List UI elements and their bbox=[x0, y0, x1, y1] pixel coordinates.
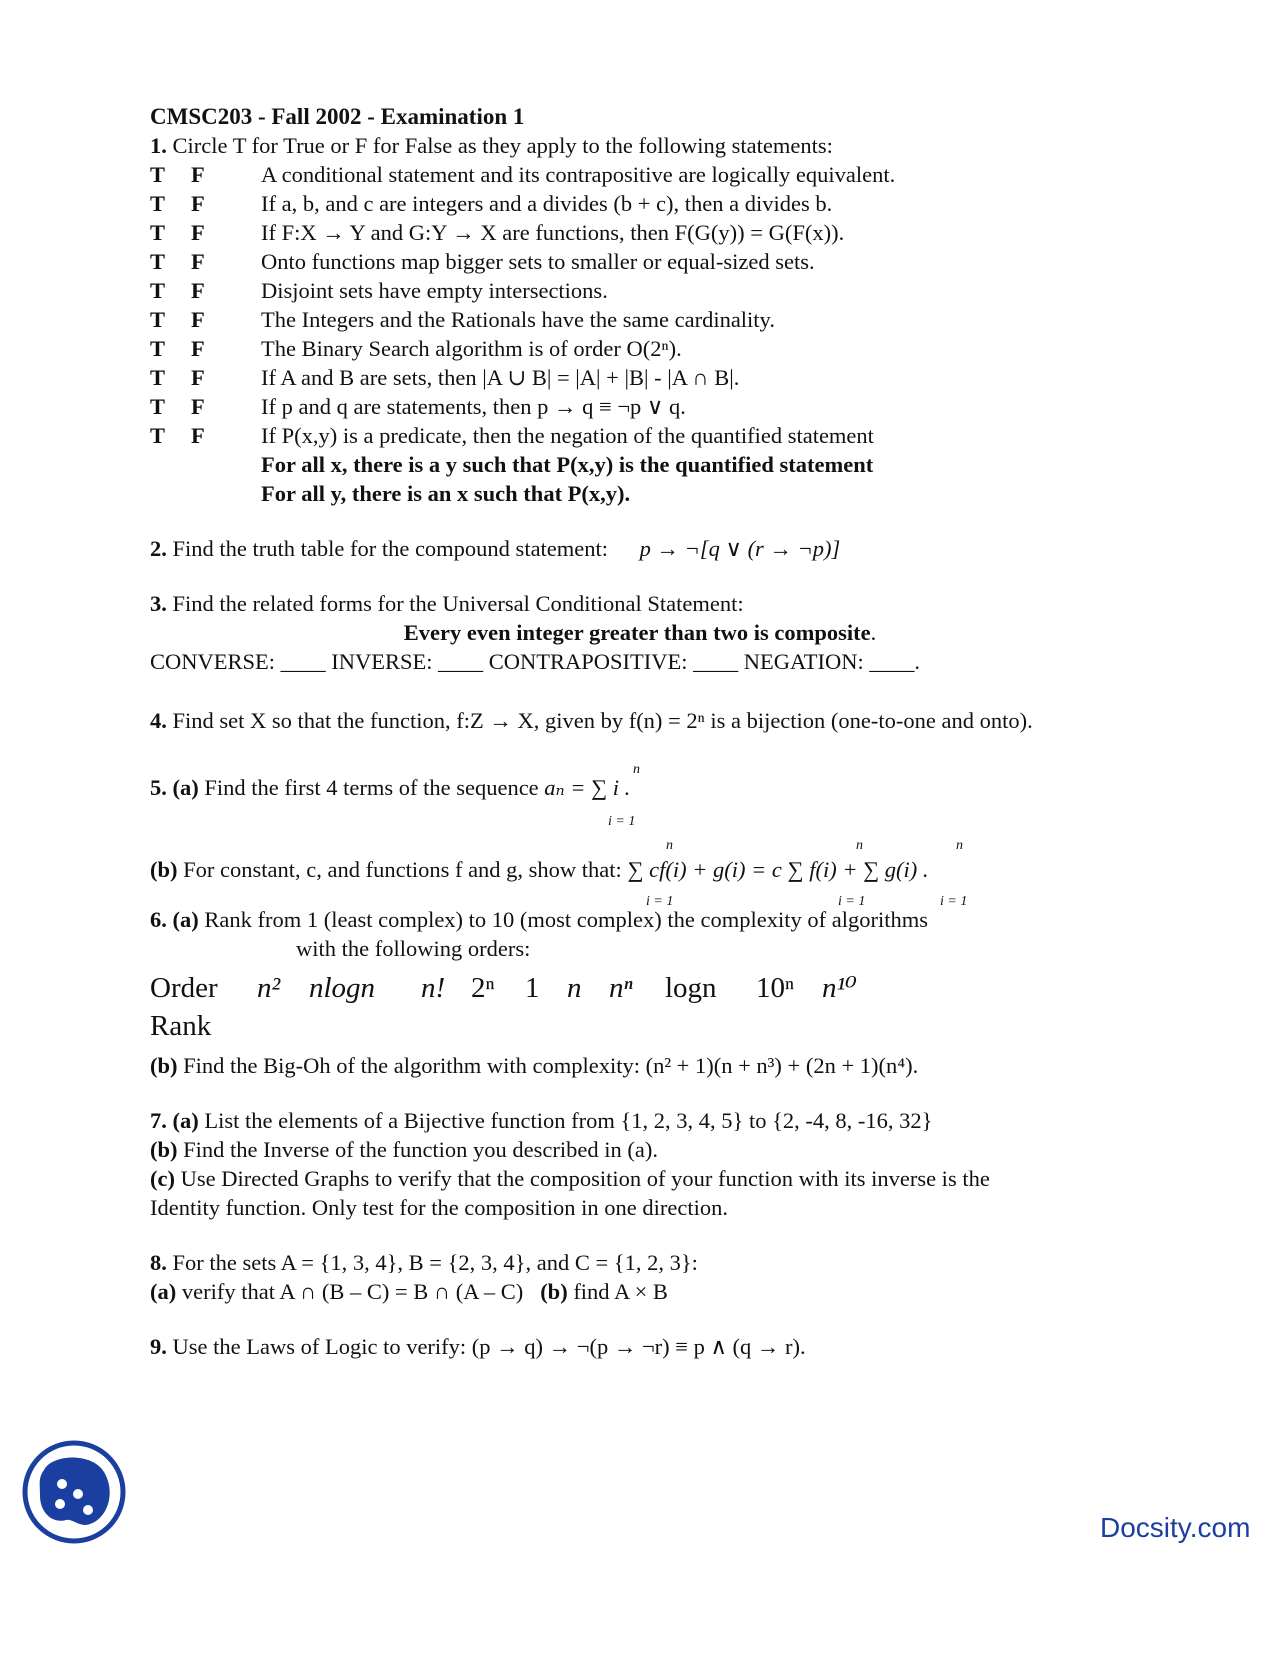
false-option[interactable]: F bbox=[191, 307, 205, 332]
q1-number: 1. bbox=[150, 133, 167, 158]
true-option[interactable]: T bbox=[150, 162, 166, 187]
order-item: nlogn bbox=[309, 972, 376, 1004]
tf-row bbox=[150, 421, 1230, 450]
order-item: n bbox=[567, 972, 582, 1004]
true-option[interactable]: T bbox=[150, 307, 166, 332]
question-8: 8. For the sets A = {1, 3, 4}, B = {2, 3, 4}, and C = {1, 2, 3}: (a) verify that A ∩ (B – C) = B ∩ (A – C) (b) find A × B bbox=[150, 1250, 698, 1304]
tf-statement: The Binary Search algorithm is of order O(2ⁿ). bbox=[261, 336, 682, 361]
q3-number: 3. bbox=[150, 591, 167, 616]
false-option[interactable]: F bbox=[191, 249, 205, 274]
order-item: 2ⁿ bbox=[471, 972, 495, 1004]
q5b-expression: ∑ cf(i) + g(i) = c ∑ f(i) + ∑ g(i) . bbox=[627, 857, 929, 882]
tf-statement: If F:X → Y and G:Y → X are functions, then F(G(y)) = G(F(x)). bbox=[261, 220, 845, 245]
exam-title: CMSC203 - Fall 2002 - Examination 1 bbox=[150, 104, 525, 129]
question-3: 3. Find the related forms for the Universal Conditional Statement: Every even integer greater than two is composite. CONVERSE: ____ INVERSE: ____ CONTRAPOSITIVE: ____ NEGATION: ____. bbox=[150, 589, 1230, 676]
q7c-text: Use Directed Graphs to verify that the composition of your function with its inverse is the bbox=[180, 1166, 990, 1191]
tf-statement: Disjoint sets have empty intersections. bbox=[261, 278, 608, 303]
order-item: 1 bbox=[525, 972, 540, 1004]
tf-statement: If A and B are sets, then |A ∪ B| = |A| + |B| - |A ∩ B|. bbox=[261, 365, 740, 390]
true-option[interactable]: T bbox=[150, 191, 166, 216]
true-option[interactable]: T bbox=[150, 336, 166, 361]
q3-statement: Every even integer greater than two is composite bbox=[403, 620, 871, 645]
q1-continuation-1: For all x, there is a y such that P(x,y) is the quantified statement bbox=[261, 452, 874, 477]
q5a-upper-limit: n bbox=[633, 762, 640, 777]
question-1 bbox=[150, 131, 1230, 508]
q6a-text-2: with the following orders: bbox=[296, 936, 531, 961]
q1-continuation-2: For all y, there is an x such that P(x,y). bbox=[261, 481, 631, 506]
order-item: n² bbox=[257, 972, 281, 1004]
q8-text: For the sets A = {1, 3, 4}, B = {2, 3, 4}, and C = {1, 2, 3}: bbox=[172, 1250, 698, 1275]
q2-number: 2. bbox=[150, 536, 167, 561]
question-5: 5. (a) Find the first 4 terms of the sequence aₙ = ∑ i . n i = 1 (b) For constant, c, and functions f and g, show that: ∑ cf(i) + g(i) = c ∑ f(i) + ∑ g(i) . n n n i = 1 i = 1 i = 1 bbox=[150, 761, 1230, 905]
question-7: 7. (a) List the elements of a Bijective function from {1, 2, 3, 4, 5} to {2, -4, 8, -16, 32} (b) Find the Inverse of the function you described in (a). (c) Use Directed Graphs to verify that the composition of your function with its inverse is the Identity function. Only test for the composition in one direction. bbox=[150, 1106, 1230, 1222]
tf-row bbox=[150, 247, 1230, 276]
tf-statement: If P(x,y) is a predicate, then the negation of the quantified statement bbox=[261, 423, 874, 448]
false-option[interactable]: F bbox=[191, 191, 205, 216]
tf-row bbox=[150, 392, 1230, 421]
tf-row bbox=[150, 218, 1230, 247]
q2-text: Find the truth table for the compound statement: bbox=[172, 536, 609, 561]
q7a-text: List the elements of a Bijective function from {1, 2, 3, 4, 5} to {2, -4, 8, -16, 32} bbox=[204, 1108, 933, 1133]
docsity-logo-icon bbox=[22, 1440, 126, 1544]
q5a-lower-limit: i = 1 bbox=[608, 814, 636, 829]
q4-number: 4. bbox=[150, 708, 167, 733]
question-9: 9. Use the Laws of Logic to verify: (p → q) → ¬(p → ¬r) ≡ p ∧ (q → r). bbox=[150, 1334, 806, 1359]
true-option[interactable]: T bbox=[150, 249, 166, 274]
order-label: Order bbox=[150, 972, 218, 1004]
q5a-text: Find the first 4 terms of the sequence bbox=[204, 775, 539, 800]
order-item: logn bbox=[665, 972, 717, 1004]
true-option[interactable]: T bbox=[150, 394, 166, 419]
exam-page bbox=[150, 102, 1230, 1361]
order-item: nⁿ bbox=[609, 972, 633, 1004]
tf-row bbox=[150, 276, 1230, 305]
order-item: n¹⁰ bbox=[822, 972, 857, 1004]
false-option[interactable]: F bbox=[191, 220, 205, 245]
false-option[interactable]: F bbox=[191, 162, 205, 187]
order-item: n! bbox=[421, 972, 446, 1004]
tf-statement: If p and q are statements, then p → q ≡ ¬p ∨ q. bbox=[261, 394, 686, 419]
tf-row bbox=[150, 363, 1230, 392]
true-option[interactable]: T bbox=[150, 278, 166, 303]
q6a-text: Rank from 1 (least complex) to 10 (most complex) the complexity of algorithms bbox=[204, 907, 928, 932]
question-2 bbox=[150, 534, 1230, 563]
tf-row bbox=[150, 189, 1230, 218]
tf-statement: A conditional statement and its contrapositive are logically equivalent. bbox=[261, 162, 896, 187]
q3-text: Find the related forms for the Universal Conditional Statement: bbox=[172, 591, 744, 616]
tf-row bbox=[150, 305, 1230, 334]
false-option[interactable]: F bbox=[191, 278, 205, 303]
tf-list bbox=[150, 160, 1230, 450]
q7c-text-2: Identity function. Only test for the composition in one direction. bbox=[150, 1195, 729, 1220]
q5b-text: For constant, c, and functions f and g, show that: bbox=[183, 857, 622, 882]
q2-expression: p → ¬[q ∨ (r → ¬p)] bbox=[639, 536, 841, 561]
tf-row bbox=[150, 334, 1230, 363]
rank-label: Rank bbox=[150, 1010, 212, 1042]
q9-text: Use the Laws of Logic to verify: (p → q) → ¬(p → ¬r) ≡ p ∧ (q → r). bbox=[172, 1334, 806, 1359]
tf-statement: The Integers and the Rationals have the same cardinality. bbox=[261, 307, 775, 332]
true-option[interactable]: T bbox=[150, 220, 166, 245]
q6b-text: Find the Big-Oh of the algorithm with complexity: (n² + 1)(n + n³) + (2n + 1)(n⁴). bbox=[183, 1053, 919, 1078]
question-4 bbox=[150, 706, 1230, 735]
tf-row bbox=[150, 160, 1230, 189]
docsity-watermark[interactable]: Docsity.com bbox=[1100, 1512, 1251, 1543]
q4-text: Find set X so that the function, f:Z → X, given by f(n) = 2ⁿ is a bijection (one-to-one and onto). bbox=[172, 708, 1033, 733]
false-option[interactable]: F bbox=[191, 423, 205, 448]
true-option[interactable]: T bbox=[150, 365, 166, 390]
q5a-expression: aₙ = ∑ i . bbox=[544, 775, 631, 800]
q8b-text: find A × B bbox=[573, 1279, 668, 1304]
tf-statement: Onto functions map bigger sets to smaller or equal-sized sets. bbox=[261, 249, 815, 274]
q1-intro: Circle T for True or F for False as they apply to the following statements: bbox=[172, 133, 833, 158]
false-option[interactable]: F bbox=[191, 336, 205, 361]
false-option[interactable]: F bbox=[191, 365, 205, 390]
order-row bbox=[150, 969, 1230, 1007]
q7b-text: Find the Inverse of the function you described in (a). bbox=[183, 1137, 658, 1162]
false-option[interactable]: F bbox=[191, 394, 205, 419]
true-option[interactable]: T bbox=[150, 423, 166, 448]
q8a-text: verify that A ∩ (B – C) = B ∩ (A – C) bbox=[181, 1279, 524, 1304]
q3-forms: CONVERSE: ____ INVERSE: ____ CONTRAPOSITIVE: ____ NEGATION: ____. bbox=[150, 649, 920, 674]
tf-statement: If a, b, and c are integers and a divides (b + c), then a divides b. bbox=[261, 191, 833, 216]
question-6: 6. (a) Rank from 1 (least complex) to 10 (most complex) the complexity of algorithms with the following orders: Order n² nlogn n! 2ⁿ 1 n nⁿ logn 10ⁿ n¹⁰ Rank (b) Find the Big-Oh of the algorithm with complexity: (n² + 1)(n + n³) + (2n + 1)(n⁴). bbox=[150, 905, 1230, 1080]
order-item: 10ⁿ bbox=[756, 972, 795, 1004]
